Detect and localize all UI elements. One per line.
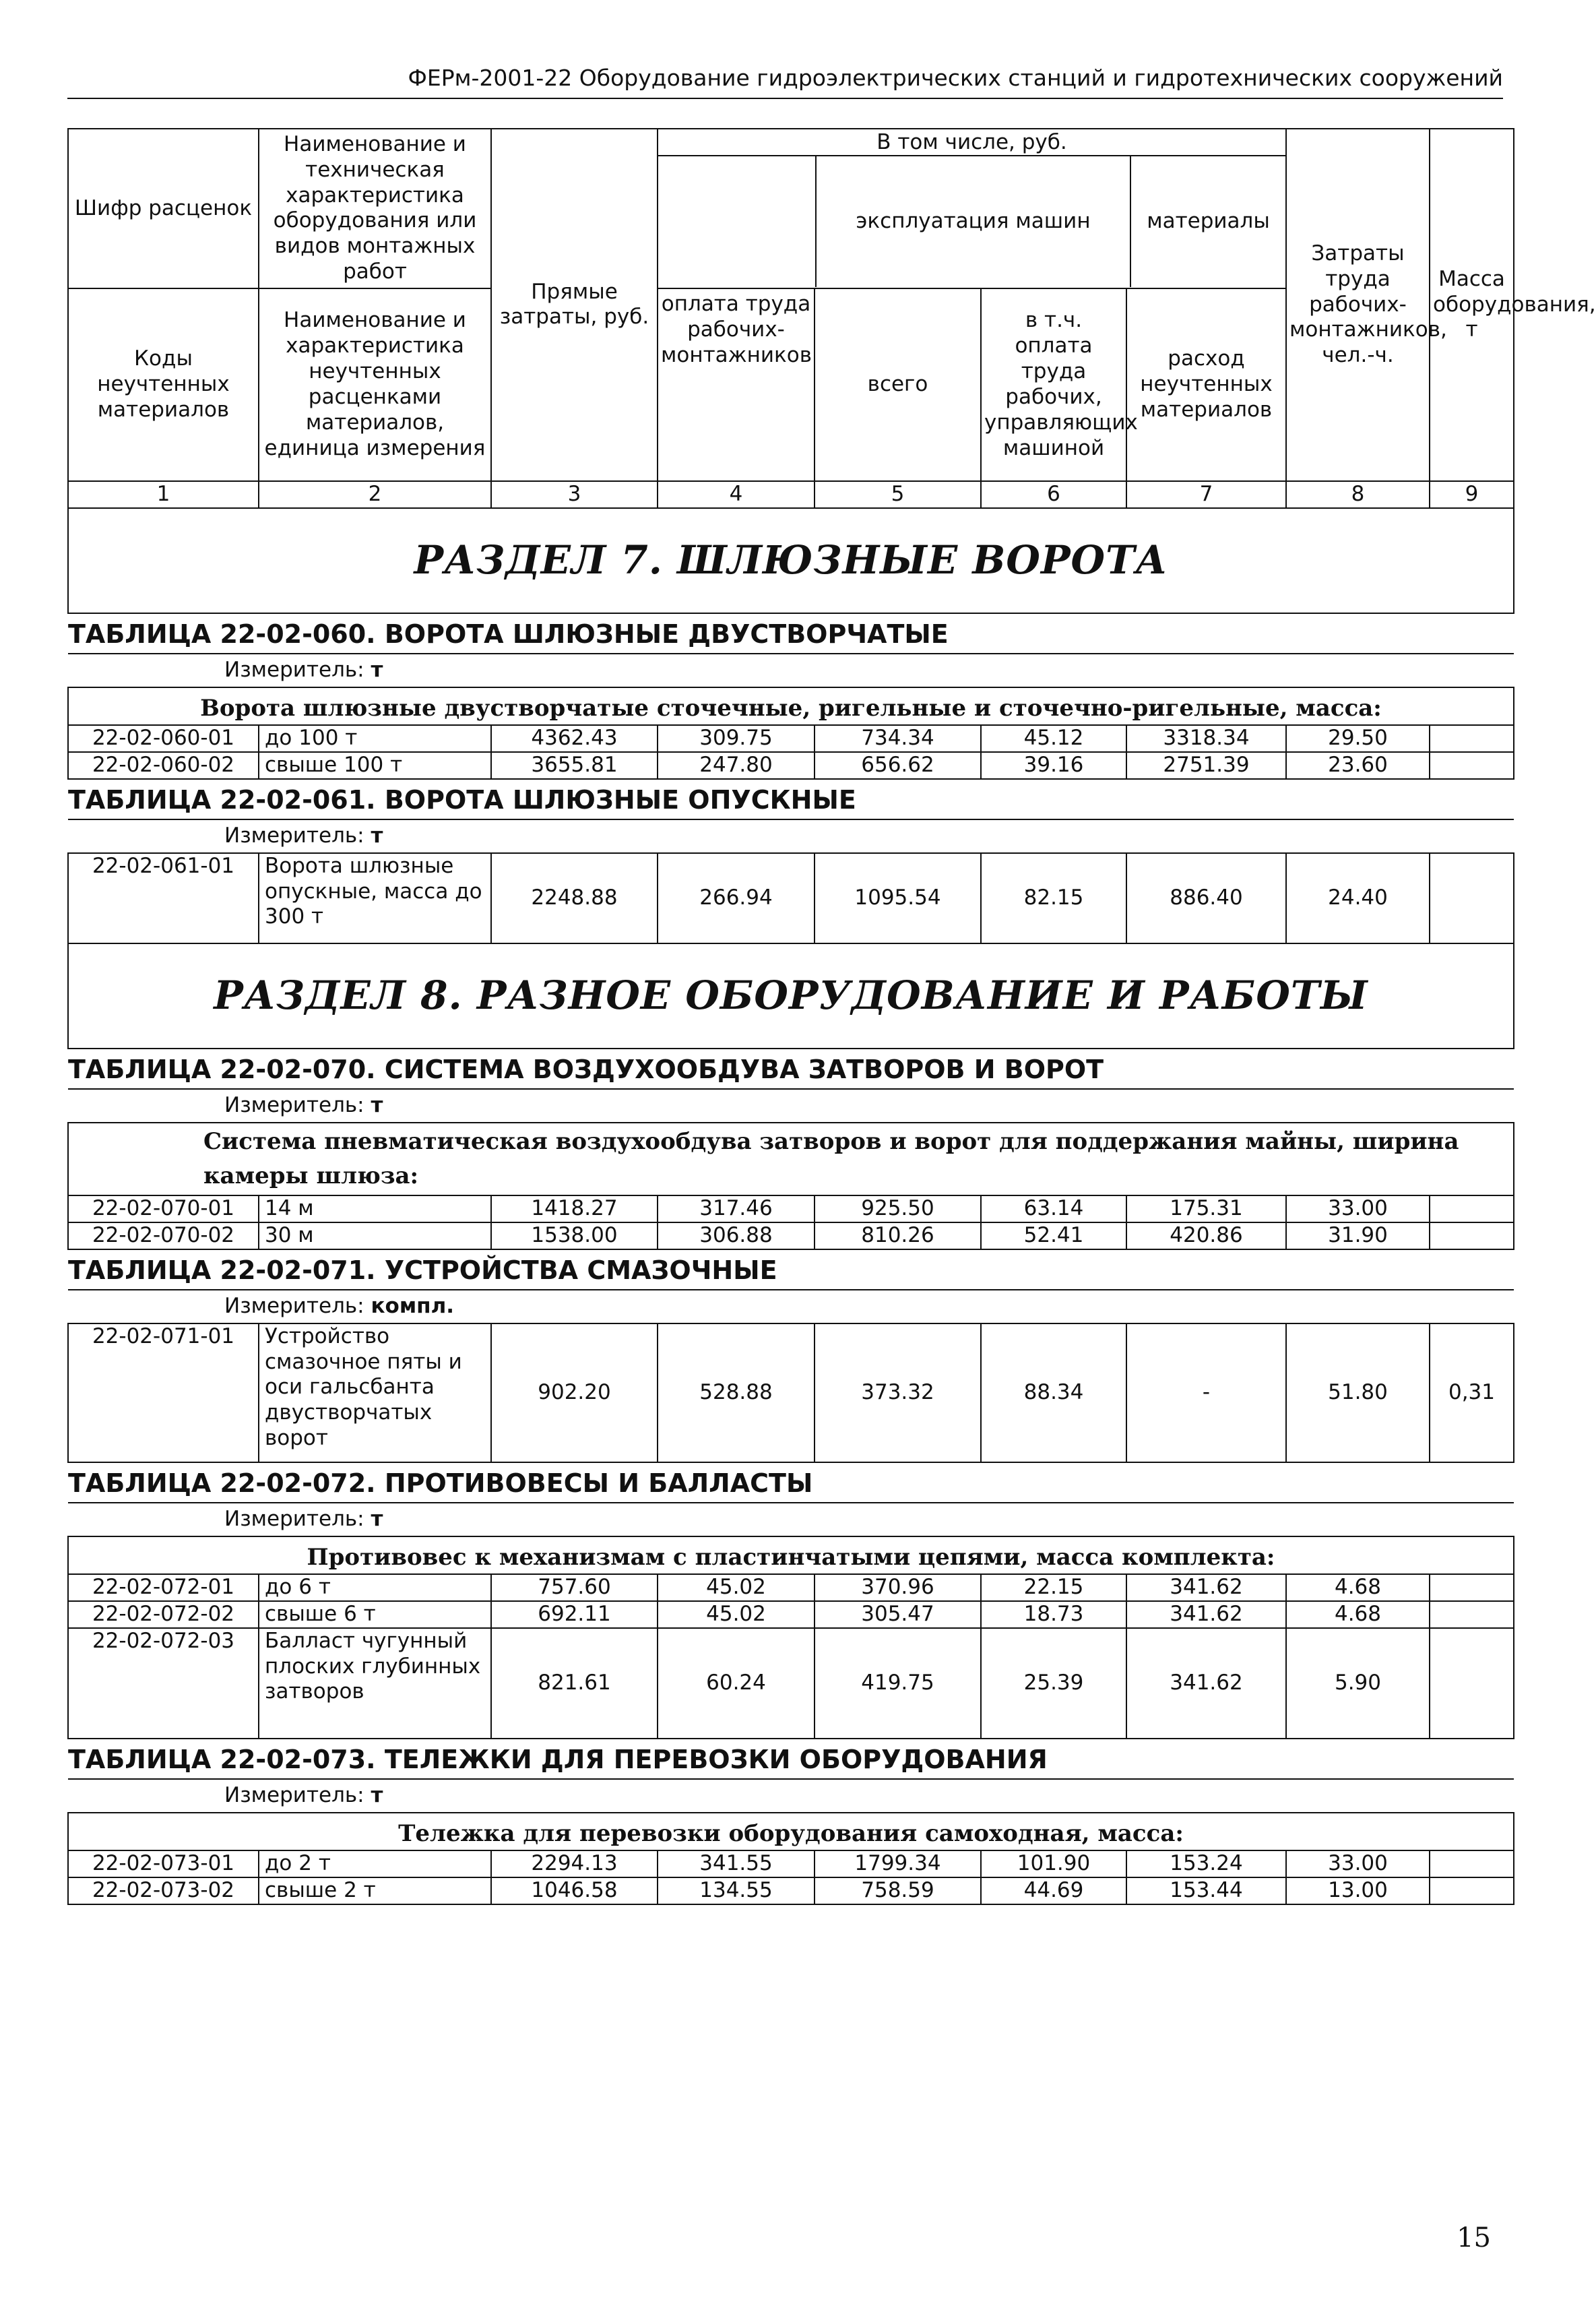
equipment-mass: [1430, 1850, 1514, 1877]
rate-name: свыше 6 т: [259, 1601, 491, 1628]
materials: 341.62: [1126, 1628, 1286, 1739]
unit-cell: [68, 1503, 1514, 1536]
table-caption: Ворота шлюзные двустворчатые сточечные, ригельные и сточечно-ригельные, масса:: [68, 687, 1514, 725]
machines-total: 305.47: [815, 1601, 981, 1628]
header-including-group: [658, 129, 1286, 288]
header-machines-operators: в т.ч. оплата труда рабочих, управляющих машиной: [981, 288, 1126, 481]
labor-pay: 45.02: [658, 1574, 815, 1601]
machines-total: 370.96: [815, 1574, 981, 1601]
unit-row: [68, 1779, 1514, 1813]
rate-code: 22-02-070-01: [68, 1195, 259, 1222]
machines-total: 1095.54: [815, 853, 981, 943]
unit-label: Измеритель:: [224, 1092, 371, 1117]
labor-pay: 528.88: [658, 1323, 815, 1462]
machines-total: 419.75: [815, 1628, 981, 1739]
rate-code: 22-02-060-02: [68, 752, 259, 779]
column-number: 7: [1126, 481, 1286, 508]
unit-value: т: [371, 1782, 383, 1807]
materials: 153.24: [1126, 1850, 1286, 1877]
unit-cell: [68, 1290, 1514, 1323]
direct-costs: 4362.43: [491, 725, 658, 752]
column-number: 3: [491, 481, 658, 508]
rate-name: 14 м: [259, 1195, 491, 1222]
rate-code: 22-02-072-03: [68, 1628, 259, 1739]
equipment-mass: [1430, 1601, 1514, 1628]
rate-code: 22-02-072-01: [68, 1574, 259, 1601]
materials: 341.62: [1126, 1574, 1286, 1601]
table-row: [68, 725, 1514, 752]
labor-pay: 134.55: [658, 1877, 815, 1904]
direct-costs: 1418.27: [491, 1195, 658, 1222]
unit-label: Измеритель:: [224, 1506, 371, 1531]
unit-label: Измеритель:: [224, 1293, 371, 1318]
machines-total: 734.34: [815, 725, 981, 752]
table-caption: Система пневматическая воздухообдува затворов и ворот для поддержания майны, ширина камеры шлюза:: [68, 1123, 1514, 1195]
rate-code: 22-02-073-01: [68, 1850, 259, 1877]
rate-name: Балласт чугунный плоских глубинных затворов: [259, 1628, 491, 1739]
unit-row: [68, 1089, 1514, 1123]
page-number: 15: [1457, 2222, 1491, 2253]
labor-pay: 306.88: [658, 1222, 815, 1249]
materials: 153.44: [1126, 1877, 1286, 1904]
unit-cell: [68, 819, 1514, 853]
table-header: [68, 129, 1596, 508]
rate-name: до 2 т: [259, 1850, 491, 1877]
table-title-row: [68, 1462, 1514, 1503]
unit-row: [68, 819, 1514, 853]
unit-label: Измеритель:: [224, 657, 371, 682]
column-number: 6: [981, 481, 1126, 508]
caption-row: [68, 687, 1514, 725]
direct-costs: 3655.81: [491, 752, 658, 779]
machines-operators-pay: 25.39: [981, 1628, 1126, 1739]
machines-operators-pay: 45.12: [981, 725, 1126, 752]
equipment-mass: [1430, 1628, 1514, 1739]
table-row: [68, 1323, 1514, 1462]
rate-name: 30 м: [259, 1222, 491, 1249]
table-title-row: [68, 779, 1514, 819]
unit-value: т: [371, 1092, 383, 1117]
machines-operators-pay: 101.90: [981, 1850, 1126, 1877]
table-row: [68, 1877, 1514, 1904]
unit-value: т: [371, 657, 383, 682]
machines-operators-pay: 63.14: [981, 1195, 1126, 1222]
table-row: [68, 1574, 1514, 1601]
column-number: 2: [259, 481, 491, 508]
rate-code: 22-02-073-02: [68, 1877, 259, 1904]
direct-costs: 821.61: [491, 1628, 658, 1739]
rates-document: [67, 128, 1596, 1905]
labor-pay: 309.75: [658, 725, 815, 752]
header-materials-unaccounted: расход неучтенных материалов: [1126, 288, 1286, 481]
unit-cell: [68, 654, 1514, 687]
section-title: РАЗДЕЛ 7. ШЛЮЗНЫЕ ВОРОТА: [414, 537, 1168, 584]
section-row: [68, 943, 1514, 1049]
header-labor-pay: оплата труда рабочих-монтажников: [658, 288, 815, 481]
equipment-mass: 0,31: [1430, 1323, 1514, 1462]
table-row: [68, 1222, 1514, 1249]
running-head: ФЕРм-2001-22 Оборудование гидроэлектрических станций и гидротехнических сооружений: [67, 65, 1503, 99]
machines-operators-pay: 22.15: [981, 1574, 1126, 1601]
equipment-mass: [1430, 1574, 1514, 1601]
machines-total: 925.50: [815, 1195, 981, 1222]
table-title-row: [68, 1049, 1514, 1089]
equipment-mass: [1430, 752, 1514, 779]
unit-row: [68, 1503, 1514, 1536]
labor-costs: 24.40: [1286, 853, 1430, 943]
unit-row: [68, 1290, 1514, 1323]
labor-pay: 45.02: [658, 1601, 815, 1628]
unit-label: Измеритель:: [224, 823, 371, 848]
unit-cell: [68, 1779, 1514, 1813]
rate-code: 22-02-072-02: [68, 1601, 259, 1628]
table-row: [68, 853, 1514, 943]
labor-costs: 33.00: [1286, 1195, 1430, 1222]
unit-row: [68, 654, 1514, 687]
column-number: 4: [658, 481, 815, 508]
equipment-mass: [1430, 1222, 1514, 1249]
machines-operators-pay: 88.34: [981, 1323, 1126, 1462]
machines-total: 656.62: [815, 752, 981, 779]
header-code-bottom: Коды неучтенных материалов: [68, 288, 259, 481]
table-row: [68, 1601, 1514, 1628]
section-title: РАЗДЕЛ 8. РАЗНОЕ ОБОРУДОВАНИЕ И РАБОТЫ: [214, 972, 1368, 1019]
unit-value: т: [371, 823, 383, 848]
labor-pay: 266.94: [658, 853, 815, 943]
rate-code: 22-02-060-01: [68, 725, 259, 752]
labor-costs: 5.90: [1286, 1628, 1430, 1739]
rate-name: Ворота шлюзные опускные, масса до 300 т: [259, 853, 491, 943]
rate-name: свыше 100 т: [259, 752, 491, 779]
machines-operators-pay: 82.15: [981, 853, 1126, 943]
machines-operators-pay: 39.16: [981, 752, 1126, 779]
column-number: 1: [68, 481, 259, 508]
machines-total: 758.59: [815, 1877, 981, 1904]
table-title: ТАБЛИЦА 22-02-060. ВОРОТА ШЛЮЗНЫЕ ДВУСТВОРЧАТЫЕ: [68, 613, 1514, 654]
machines-total: 373.32: [815, 1323, 981, 1462]
table-title-row: [68, 613, 1514, 654]
labor-costs: 4.68: [1286, 1574, 1430, 1601]
unit-value: т: [371, 1506, 383, 1531]
materials: 886.40: [1126, 853, 1286, 943]
rate-code: 22-02-070-02: [68, 1222, 259, 1249]
unit-value: компл.: [371, 1293, 455, 1318]
table-title: ТАБЛИЦА 22-02-073. ТЕЛЕЖКИ ДЛЯ ПЕРЕВОЗКИ ОБОРУДОВАНИЯ: [68, 1739, 1514, 1779]
rate-name: свыше 2 т: [259, 1877, 491, 1904]
direct-costs: 902.20: [491, 1323, 658, 1462]
table-caption: Тележка для перевозки оборудования самоходная, масса:: [68, 1813, 1514, 1850]
rates-table: [67, 128, 1596, 1905]
header-materials: материалы: [1147, 209, 1270, 234]
table-caption: Противовес к механизмам с пластинчатыми цепями, масса комплекта:: [68, 1536, 1514, 1574]
header-labor-spacer: [658, 156, 817, 287]
materials: 3318.34: [1126, 725, 1286, 752]
table-row: [68, 1628, 1514, 1739]
table-title: ТАБЛИЦА 22-02-072. ПРОТИВОВЕСЫ И БАЛЛАСТЫ: [68, 1462, 1514, 1503]
labor-costs: 4.68: [1286, 1601, 1430, 1628]
labor-pay: 341.55: [658, 1850, 815, 1877]
labor-costs: 51.80: [1286, 1323, 1430, 1462]
machines-total: 1799.34: [815, 1850, 981, 1877]
materials: 420.86: [1126, 1222, 1286, 1249]
header-code-top: Шифр расценок: [68, 129, 259, 288]
header-machines-total: всего: [815, 288, 981, 481]
labor-pay: 317.46: [658, 1195, 815, 1222]
direct-costs: 1538.00: [491, 1222, 658, 1249]
caption-row: [68, 1536, 1514, 1574]
header-equipment-mass: Масса оборудования, т: [1430, 129, 1514, 481]
table-title: ТАБЛИЦА 22-02-070. СИСТЕМА ВОЗДУХООБДУВА ЗАТВОРОВ И ВОРОТ: [68, 1049, 1514, 1089]
labor-pay: 60.24: [658, 1628, 815, 1739]
table-title-row: [68, 1739, 1514, 1779]
direct-costs: 757.60: [491, 1574, 658, 1601]
header-name-bottom: Наименование и характеристика неучтенных расценками материалов, единица измерения: [259, 288, 491, 481]
section-row: [68, 508, 1514, 613]
caption-row: [68, 1123, 1514, 1195]
table-row: [68, 752, 1514, 779]
equipment-mass: [1430, 1877, 1514, 1904]
labor-costs: 33.00: [1286, 1850, 1430, 1877]
rate-name: Устройство смазочное пяты и оси гальсбанта двустворчатых ворот: [259, 1323, 491, 1462]
direct-costs: 1046.58: [491, 1877, 658, 1904]
rate-code: 22-02-061-01: [68, 853, 259, 943]
labor-pay: 247.80: [658, 752, 815, 779]
materials: 175.31: [1126, 1195, 1286, 1222]
machines-total: 810.26: [815, 1222, 981, 1249]
table-title: ТАБЛИЦА 22-02-061. ВОРОТА ШЛЮЗНЫЕ ОПУСКНЫЕ: [68, 779, 1514, 819]
direct-costs: 692.11: [491, 1601, 658, 1628]
materials: 2751.39: [1126, 752, 1286, 779]
header-including: В том числе, руб.: [658, 129, 1285, 156]
direct-costs: 2248.88: [491, 853, 658, 943]
table-body: [68, 508, 1514, 1904]
materials: -: [1126, 1323, 1286, 1462]
column-number: 5: [815, 481, 981, 508]
header-direct-costs: Прямые затраты, руб.: [491, 129, 658, 481]
rate-code: 22-02-071-01: [68, 1323, 259, 1462]
rate-name: до 100 т: [259, 725, 491, 752]
labor-costs: 13.00: [1286, 1877, 1430, 1904]
machines-operators-pay: 52.41: [981, 1222, 1126, 1249]
table-row: [68, 1195, 1514, 1222]
column-number: 9: [1430, 481, 1514, 508]
column-number: 8: [1286, 481, 1430, 508]
machines-operators-pay: 44.69: [981, 1877, 1126, 1904]
unit-cell: [68, 1089, 1514, 1123]
equipment-mass: [1430, 853, 1514, 943]
labor-costs: 29.50: [1286, 725, 1430, 752]
header-name-top: Наименование и техническая характеристика оборудования или видов монтажных работ: [259, 129, 491, 288]
unit-label: Измеритель:: [224, 1782, 371, 1807]
table-title-row: [68, 1249, 1514, 1290]
caption-row: [68, 1813, 1514, 1850]
header-labor-costs: Затраты труда рабочих-монтажников, чел.-ч.: [1286, 129, 1430, 481]
rate-name: до 6 т: [259, 1574, 491, 1601]
equipment-mass: [1430, 725, 1514, 752]
section-cell: [68, 943, 1514, 1049]
section-cell: [68, 508, 1514, 613]
direct-costs: 2294.13: [491, 1850, 658, 1877]
materials: 341.62: [1126, 1601, 1286, 1628]
table-title: ТАБЛИЦА 22-02-071. УСТРОЙСТВА СМАЗОЧНЫЕ: [68, 1249, 1514, 1290]
labor-costs: 31.90: [1286, 1222, 1430, 1249]
machines-operators-pay: 18.73: [981, 1601, 1126, 1628]
table-row: [68, 1850, 1514, 1877]
labor-costs: 23.60: [1286, 752, 1430, 779]
equipment-mass: [1430, 1195, 1514, 1222]
header-machines: эксплуатация машин: [817, 156, 1131, 287]
